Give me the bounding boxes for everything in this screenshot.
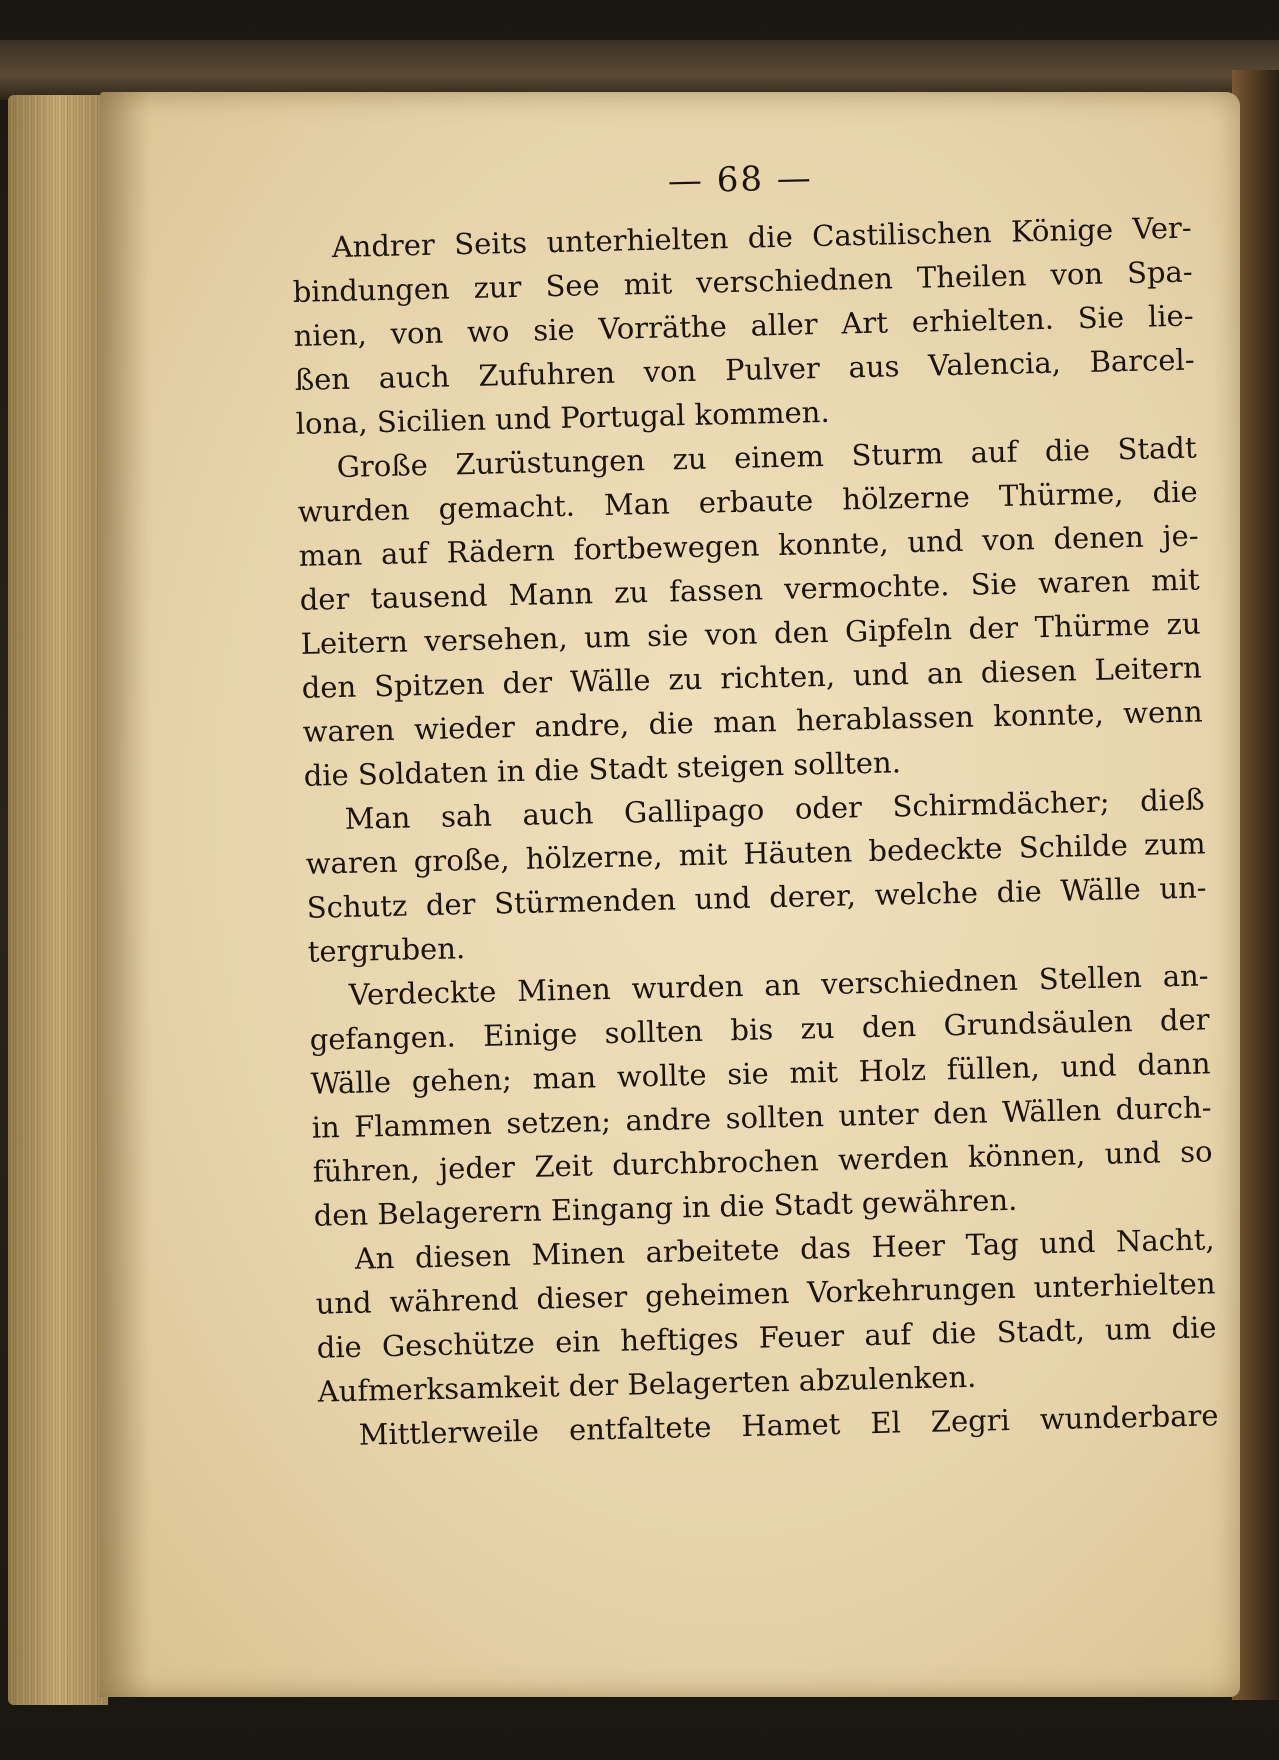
gutter-fold: [100, 92, 150, 1697]
text-line: den Spitzen der Wälle zu richten, und an diesen Leitern: [301, 650, 1202, 705]
text-line: tergruben.: [307, 931, 466, 969]
text-line: nien, von wo sie Vorräthe aller Art erhielten. Sie lie-: [293, 298, 1194, 353]
text-line: gefangen. Einige sollten bis zu den Grundsäulen der: [309, 1002, 1210, 1057]
text-line: Große Zurüstungen zu einem Sturm auf die Stadt: [336, 430, 1197, 485]
text-line: Verdeckte Minen wurden an verschiednen Stellen an-: [348, 958, 1209, 1012]
text-line: Mittlerweile entfaltete Hamet El Zegri wunderbare: [358, 1398, 1219, 1452]
text-lines: [291, 206, 1219, 1458]
page-number-label: — 68 —: [667, 158, 814, 202]
text-line: die Soldaten in die Stadt steigen sollten.: [303, 745, 902, 793]
book-binding-top: [0, 40, 1279, 100]
text-line: ßen auch Zufuhren von Pulver aus Valencia, Barcel-: [294, 342, 1195, 397]
text-line: Man sah auch Gallipago oder Schirmdächer; dieß: [344, 782, 1205, 836]
text-line: wurden gemacht. Man erbaute hölzerne Thürme, die: [297, 474, 1198, 529]
text-line: die Geschütze ein heftiges Feuer auf die Stadt, um die: [316, 1310, 1217, 1365]
text-line: Leitern versehen, um sie von den Gipfeln der Thürme zu: [300, 606, 1201, 661]
page-edges-shade: [8, 95, 108, 1705]
text-line: Wälle gehen; man wollte sie mit Holz füllen, und dann: [310, 1046, 1211, 1101]
text-line: An diesen Minen arbeitete das Heer Tag und Nacht,: [354, 1222, 1215, 1276]
text-line: Andrer Seits unterhielten die Castilischen Könige Ver-: [331, 210, 1192, 265]
text-line: der tausend Mann zu fassen vermochte. Sie waren mit: [299, 562, 1200, 617]
text-line: Aufmerksamkeit der Belagerten abzulenken.: [317, 1359, 977, 1409]
text-line: den Belagerern Eingang in die Stadt gewähren.: [313, 1182, 1018, 1233]
text-line: man auf Rädern fortbewegen konnte, und von denen je-: [298, 518, 1199, 573]
text-line: Schutz der Stürmenden und derer, welche die Wälle un-: [306, 870, 1207, 925]
text-line: und während dieser geheimen Vorkehrungen unterhielten: [315, 1266, 1216, 1321]
text-line: waren wieder andre, die man herablassen konnte, wenn: [302, 694, 1203, 749]
text-line: lona, Sicilien und Portugal kommen.: [295, 394, 830, 441]
text-line: in Flammen setzen; andre sollten unter den Wällen durch-: [311, 1090, 1212, 1145]
page-text-block: [290, 150, 1221, 1530]
text-line: waren große, hölzerne, mit Häuten bedeckte Schilde zum: [305, 826, 1206, 881]
text-line: bindungen zur See mit verschiednen Theilen von Spa-: [292, 254, 1193, 309]
text-line: führen, jeder Zeit durchbrochen werden können, und so: [312, 1134, 1213, 1189]
